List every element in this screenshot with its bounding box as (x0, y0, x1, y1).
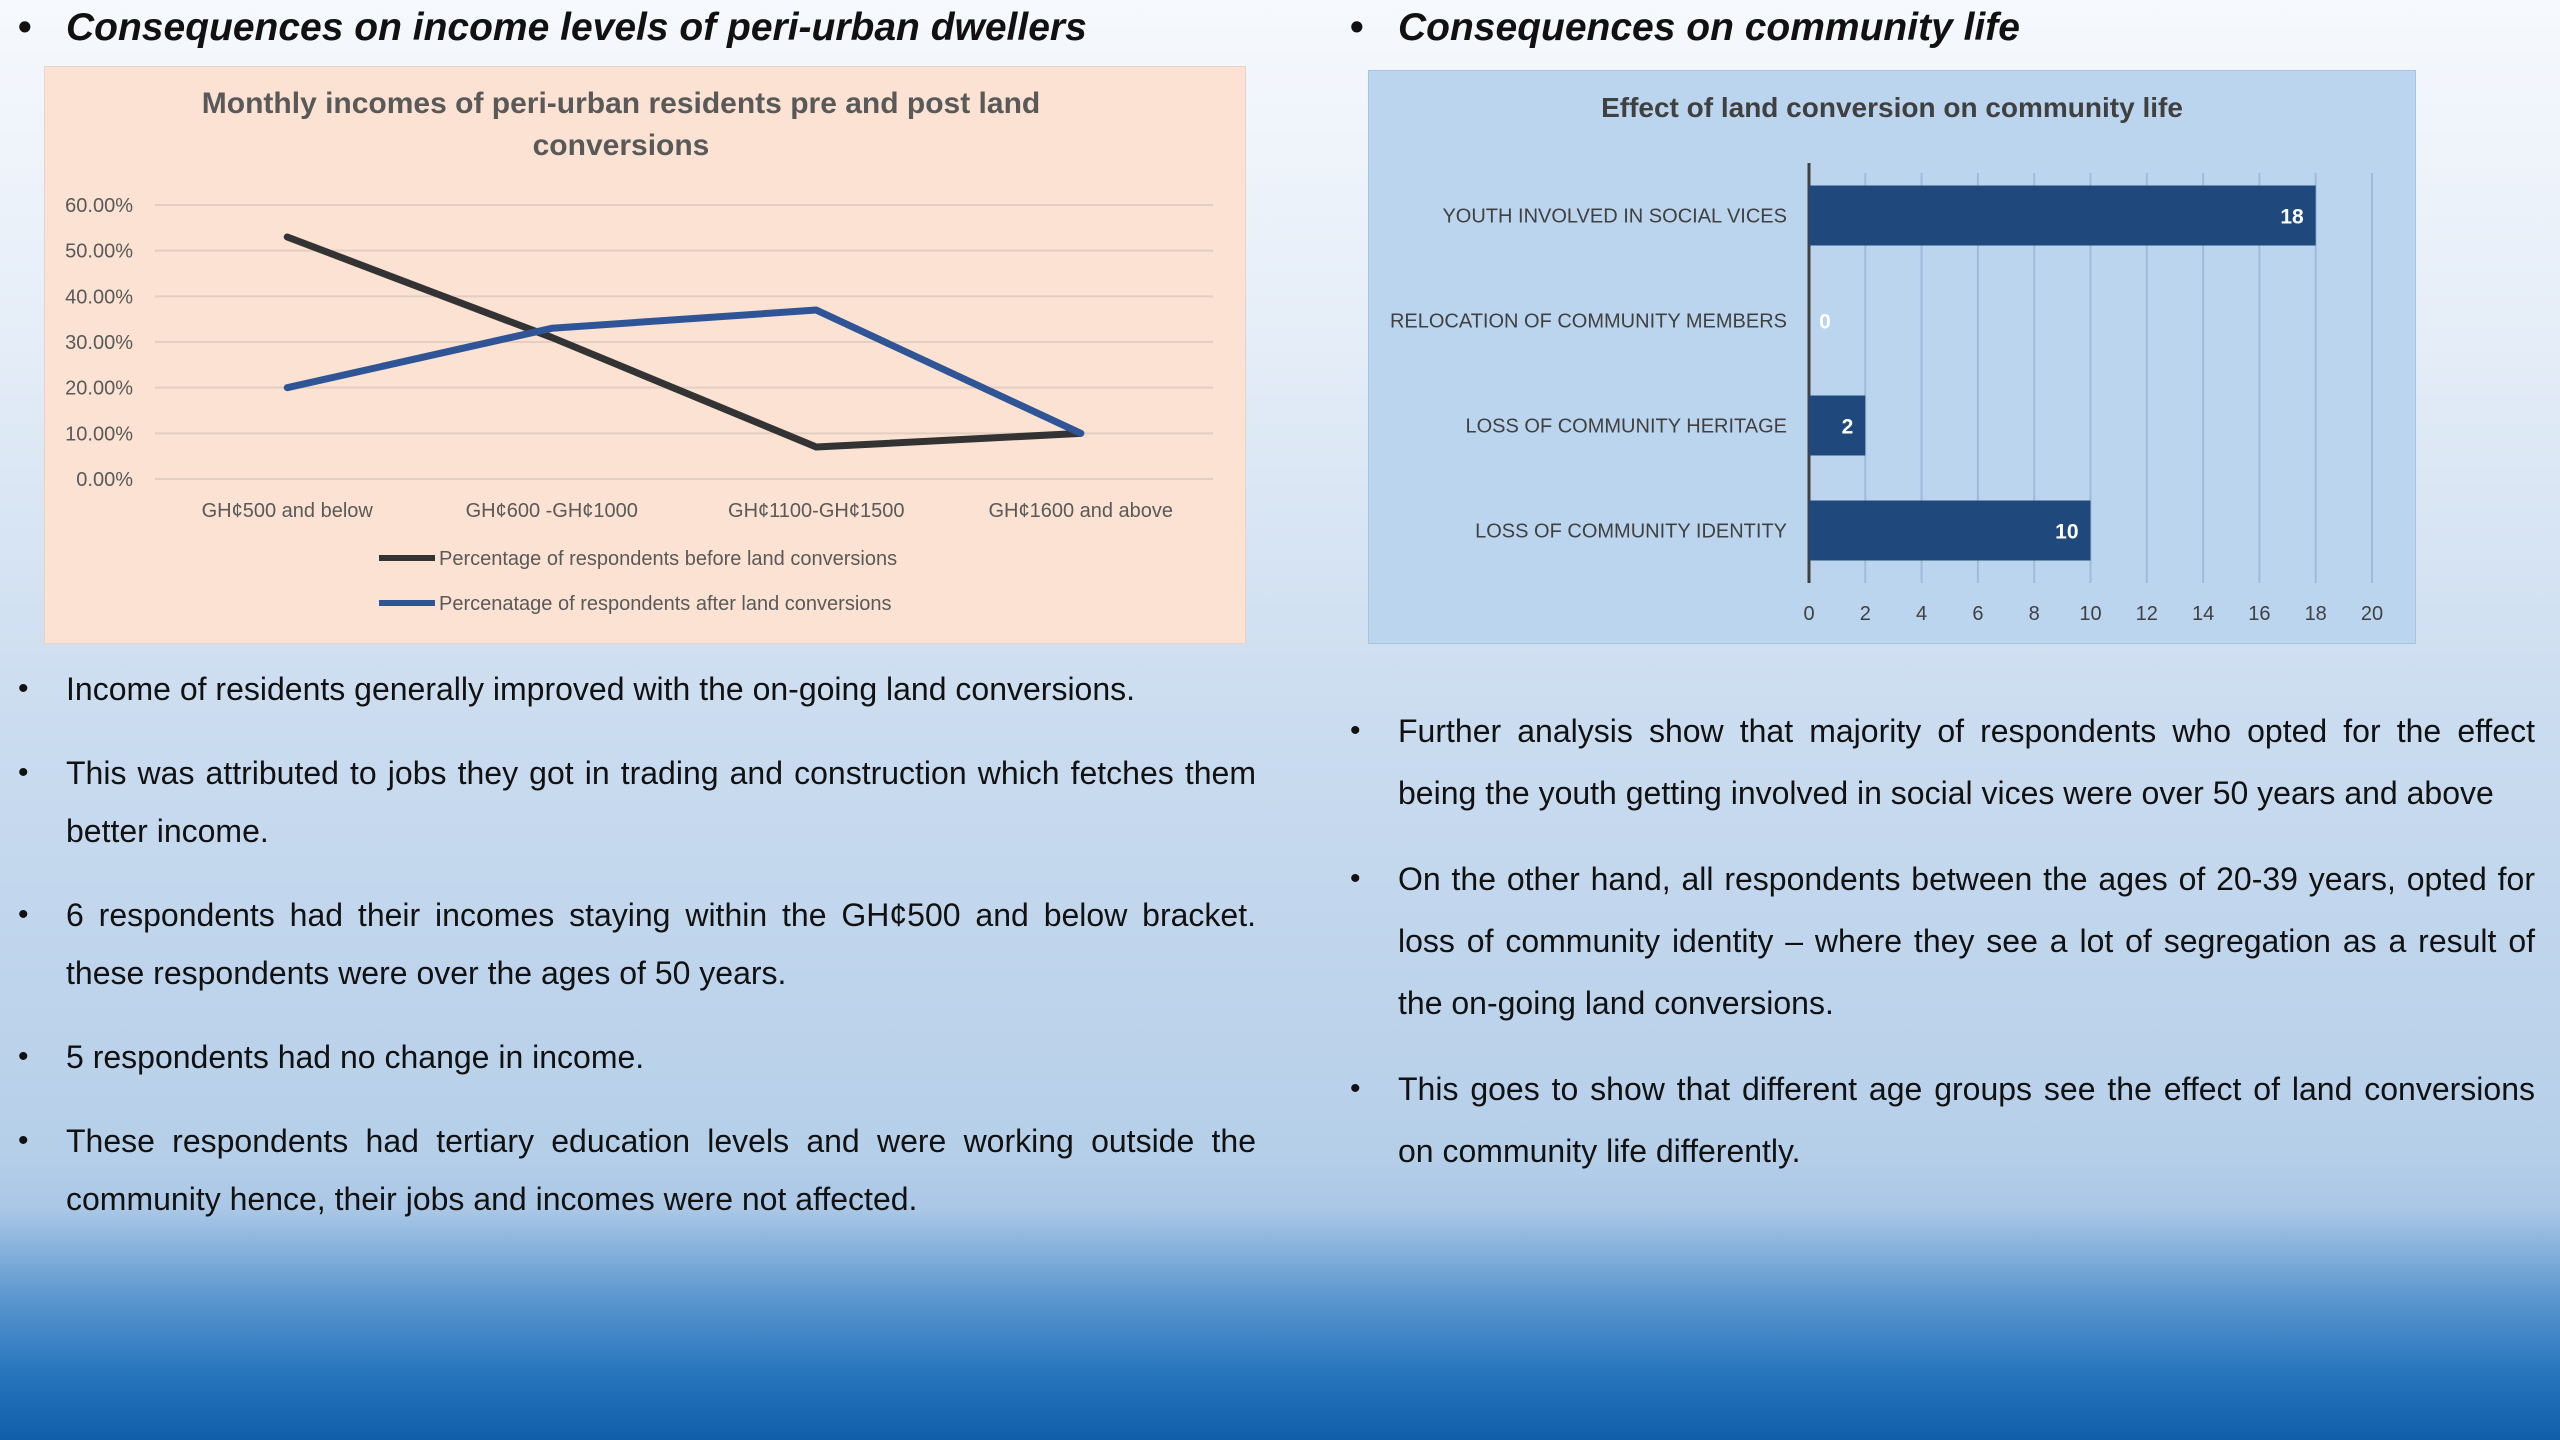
legend-label: Percentage of respondents before land conversions (439, 548, 898, 570)
x-tick-label: GH¢500 and below (201, 500, 373, 522)
income-heading-text: Consequences on income levels of peri-urban dwellers (66, 6, 1087, 49)
y-tick-label: 20.00% (65, 377, 133, 400)
x-tick-label: 4 (1916, 603, 1928, 625)
bar-value-label: 0 (1819, 310, 1831, 334)
category-label: YOUTH INVOLVED IN SOCIAL VICES (1442, 205, 1787, 228)
x-tick-label: 8 (2028, 603, 2040, 625)
income-line-chart-panel (44, 66, 1246, 644)
community-section-heading (1350, 6, 2020, 50)
x-tick-label: GH¢600 -GH¢1000 (465, 500, 638, 522)
community-finding-item: • On the other hand, all respondents between the ages of 20-39 years, opted for loss of community identity – where they see a lot of segregation as a result of the on-going land conversions. (1350, 848, 2535, 1034)
data-point (549, 334, 555, 340)
x-tick-label: 6 (1972, 603, 1984, 625)
y-tick-label: 30.00% (65, 332, 133, 354)
category-label: LOSS OF COMMUNITY HERITAGE (1465, 415, 1787, 438)
y-tick-label: 0.00% (76, 469, 133, 491)
category-label: RELOCATION OF COMMUNITY MEMBERS (1389, 310, 1787, 333)
chart-title: Effect of land conversion on community life (1601, 92, 2183, 123)
bar (1809, 186, 2316, 246)
y-tick-label: 40.00% (65, 286, 133, 309)
community-bar-chart-panel (1368, 70, 2416, 644)
x-tick-label: 2 (1859, 603, 1871, 625)
x-tick-label: 18 (2304, 603, 2327, 625)
x-tick-label: GH¢1600 and above (988, 500, 1174, 522)
income-finding-item: • 5 respondents had no change in income. (18, 1028, 1256, 1086)
series-line-2 (287, 310, 1081, 433)
income-finding-item: • These respondents had tertiary education levels and were working outside the community hence, their jobs and incomes were not affected. (18, 1112, 1256, 1228)
income-line-chart (45, 67, 1245, 643)
x-tick-label: 14 (2191, 603, 2215, 625)
income-finding-item: • This was attributed to jobs they got in trading and construction which fetches them better income. (18, 744, 1256, 860)
community-heading-text: Consequences on community life (1398, 6, 2020, 49)
x-tick-label: 20 (2360, 603, 2384, 625)
bar-value-label: 2 (1841, 415, 1854, 439)
bar-value-label: 10 (2055, 520, 2079, 544)
data-point (549, 325, 555, 331)
y-tick-label: 50.00% (65, 240, 133, 263)
x-tick-label: 12 (2135, 603, 2158, 625)
x-tick-label: 16 (2248, 603, 2271, 625)
income-findings-list (18, 660, 1256, 1254)
data-point (813, 444, 819, 450)
data-point (1078, 430, 1084, 436)
community-finding-item: • This goes to show that different age groups see the effect of land conversions on community life differently. (1350, 1058, 2535, 1182)
y-tick-label: 10.00% (65, 423, 133, 446)
legend-label: Percenatage of respondents after land conversions (439, 593, 892, 615)
community-finding-item: • Further analysis show that majority of respondents who opted for the effect being the youth getting involved in social vices were over 50 years and above (1350, 700, 2535, 824)
data-point (284, 234, 290, 240)
income-finding-item: • Income of residents generally improved with the on-going land conversions. (18, 660, 1256, 718)
community-findings-list (1350, 700, 2535, 1206)
category-label: LOSS OF COMMUNITY IDENTITY (1475, 520, 1787, 543)
bar (1809, 396, 1865, 456)
data-point (284, 385, 290, 391)
bar (1809, 501, 2091, 561)
y-tick-label: 60.00% (65, 195, 133, 217)
data-point (813, 307, 819, 313)
chart-title: Monthly incomes of peri-urban residents pre and post land (201, 87, 1041, 120)
income-section-heading (18, 6, 1087, 50)
chart-title: conversions (532, 129, 710, 162)
bar-value-label: 18 (2280, 205, 2304, 229)
heading-bullet: • (18, 6, 32, 49)
x-tick-label: 0 (1803, 603, 1815, 625)
x-tick-label: GH¢1100-GH¢1500 (728, 500, 905, 522)
community-bar-chart (1369, 71, 2415, 643)
heading-bullet: • (1350, 6, 1364, 49)
income-finding-item: • 6 respondents had their incomes staying within the GH¢500 and below bracket. these respondents were over the ages of 50 years. (18, 886, 1256, 1002)
x-tick-label: 10 (2079, 603, 2102, 625)
